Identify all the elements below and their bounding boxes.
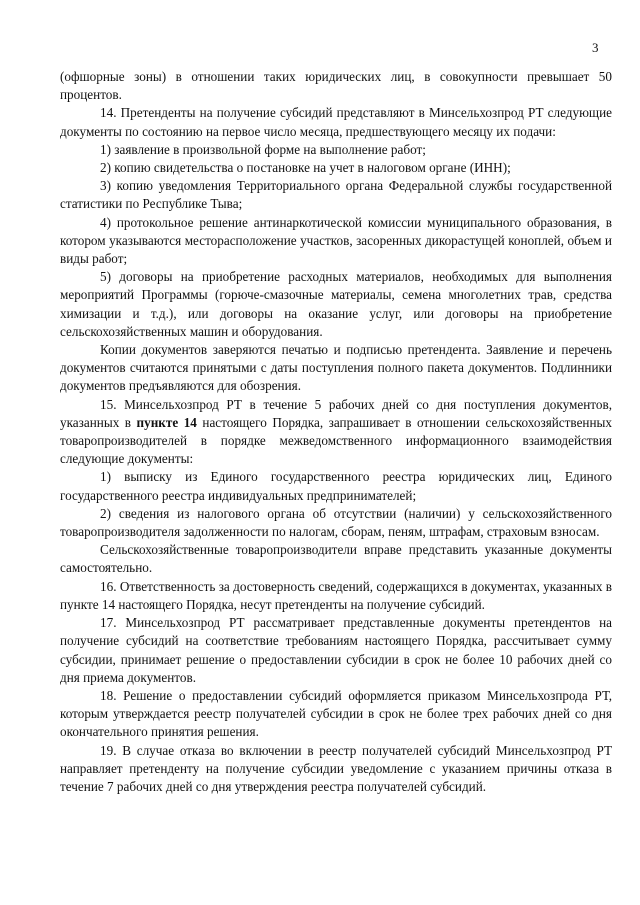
- page-number: 3: [592, 40, 599, 55]
- paragraph: 16. Ответственность за достоверность сведений, содержащихся в документах, указанных в пункте 14 настоящего Порядка, несут претенденты на получение субсидий.: [60, 578, 612, 612]
- paragraph: 14. Претенденты на получение субсидий представляют в Минсельхозпрод РТ следующие документы по состоянию на первое число месяца, предшествующего месяцу их подачи:: [60, 105, 612, 139]
- paragraph: 18. Решение о предоставлении субсидий оформляется приказом Минсельхозпрода РТ, которым утверждается реестр получателей субсидии в срок не более трех рабочих дней со дня окончательного принятия решения.: [60, 687, 612, 740]
- paragraph: (офшорные зоны) в отношении таких юридических лиц, в совокупности превышает 50 процентов.: [60, 69, 612, 103]
- list-item: 3) копию уведомления Территориального органа Федеральной службы государственной статистики по Республике Тыва;: [60, 178, 612, 212]
- paragraph-text: настоящего Порядка, запрашивает в отношении сельскохозяйственных товаропроизводителей в порядке межведомственного информационного взаимодействия следующие документы:: [60, 414, 613, 467]
- paragraph-bold-reference: пункте 14: [136, 414, 197, 430]
- list-item: 2) сведения из налогового органа об отсутствии (наличии) у сельскохозяйственного товаропроизводителя задолженности по налогам, сборам, пеням, штрафам, страховым взносам.: [60, 505, 612, 540]
- list-item: 4) протокольное решение антинаркотической комиссии муниципального образования, в котором указываются месторасположение участков, засоренных дикорастущей коноплей, объем и виды работ;: [60, 214, 612, 267]
- paragraph: 19. В случае отказа во включении в реестр получателей субсидий Минсельхозпрод РТ направляет претенденту на получение субсидии уведомление с указанием причины отказа в течение 7 рабочих дней со дня утверждения реестра получателей субсидий.: [60, 742, 612, 794]
- paragraph: Копии документов заверяются печатью и подписью претендента. Заявление и перечень документов считаются принятыми с даты поступления полного пакета документов. Подлинники документов предъявляются для обозрения.: [60, 342, 612, 394]
- list-item: 1) выписку из Единого государственного реестра юридических лиц, Единого государственного реестра индивидуальных предпринимателей;: [60, 469, 612, 503]
- paragraph: [60, 396, 612, 469]
- document-body: [60, 68, 612, 796]
- paragraph: Сельскохозяйственные товаропроизводители вправе представить указанные документы самостоятельно.: [60, 542, 612, 576]
- list-item: 2) копию свидетельства о постановке на учет в налоговом органе (ИНН);: [100, 160, 511, 176]
- paragraph-text: 15. Минсельхозпрод РТ в течение 5 рабочих дней со дня поступления документов, указанных в: [60, 396, 612, 430]
- list-item: 1) заявление в произвольной форме на выполнение работ;: [100, 141, 426, 157]
- paragraph: 17. Минсельхозпрод РТ рассматривает представленные документы претендентов на получение субсидий на соответствие требованиям настоящего Порядка, рассчитывает сумму субсидии, принимает решение о предоставлении субсидии в срок не более 10 рабочих дней со дня приема документов.: [60, 615, 612, 685]
- list-item: 5) договоры на приобретение расходных материалов, необходимых для выполнения мероприятий Программы (горюче-смазочные материалы, семена многолетних трав, средства химизации и т.д.), или договоры на оказание услуг, или договоры на приобретение сельскохозяйственных машин и оборудования.: [60, 269, 612, 339]
